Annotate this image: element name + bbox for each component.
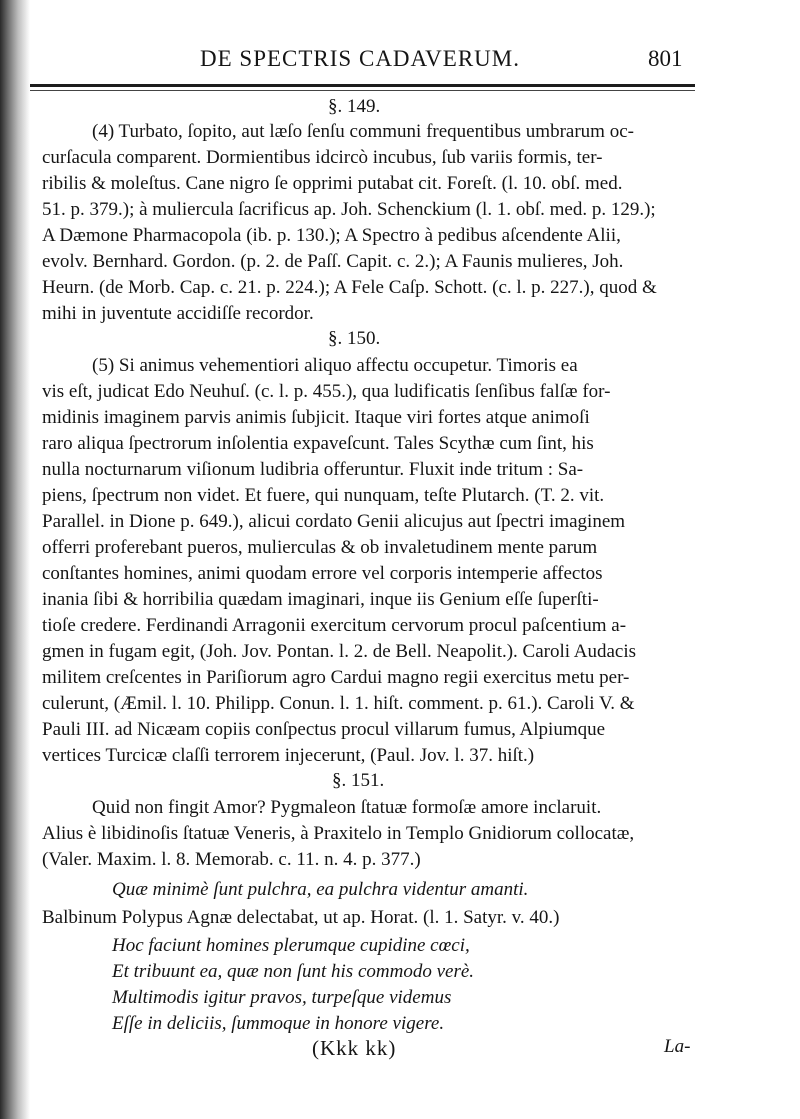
section-number-151: §. 151. xyxy=(332,770,385,791)
text-line: (4) Turbato, ſopito, aut læſo ſenſu communi frequentibus umbrarum oc- xyxy=(92,121,634,142)
verse-line: Eſſe in deliciis, ſummoque in honore vigere. xyxy=(112,1013,445,1034)
binding-shadow xyxy=(0,0,30,1119)
text-line: militem creſcentes in Pariſiorum agro Cardui magno regii exercitus metu per- xyxy=(42,667,630,688)
verse-line: Quæ minimè ſunt pulchra, ea pulchra videntur amanti. xyxy=(112,879,529,900)
page-number: 801 xyxy=(648,46,683,71)
text-line: conſtantes homines, animi quodam errore vel corporis intemperie affectos xyxy=(42,563,603,584)
text-line: evolv. Bernhard. Gordon. (p. 2. de Paſſ. Capit. c. 2.); A Faunis mulieres, Joh. xyxy=(42,251,624,272)
text-line: midinis imaginem parvis animis ſubjicit. Itaque viri fortes atque animoſi xyxy=(42,407,590,428)
verse-line: Et tribuunt ea, quæ non ſunt his commodo verè. xyxy=(112,961,475,982)
signature-mark: (Kkk kk) xyxy=(312,1036,397,1060)
text-line: Heurn. (de Morb. Cap. c. 21. p. 224.); A Fele Caſp. Schott. (c. l. p. 227.), quod & xyxy=(42,277,657,298)
header-rule-thin xyxy=(30,90,695,91)
text-line: inania ſibi & horribilia quædam imaginari, inque iis Genium eſſe ſuperſti- xyxy=(42,589,599,610)
text-line: tioſe credere. Ferdinandi Arragonii exercitum cervorum procul paſcentium a- xyxy=(42,615,627,636)
text-line: mihi in juventute accidiſſe recordor. xyxy=(42,303,314,324)
section-number-150: §. 150. xyxy=(328,328,381,349)
verse-line: Multimodis igitur pravos, turpeſque videmus xyxy=(112,987,452,1008)
text-line: vertices Turcicæ claſſi terrorem injecerunt, (Paul. Jov. l. 37. hiſt.) xyxy=(42,745,535,766)
text-line: Alius è libidinoſis ſtatuæ Veneris, à Praxitelo in Templo Gnidiorum collocatæ, xyxy=(42,823,635,844)
text-line: offerri proferebant pueros, mulierculas & ob invaletudinem mente parum xyxy=(42,537,598,558)
running-title: DE SPECTRIS CADAVERUM. xyxy=(200,46,520,71)
text-line: gmen in fugam egit, (Joh. Jov. Pontan. l. 2. de Bell. Neapolit.). Caroli Audacis xyxy=(42,641,637,662)
text-line: nulla nocturnarum viſionum ludibria offeruntur. Fluxit inde tritum : Sa- xyxy=(42,459,584,480)
text-line: ribilis & moleſtus. Cane nigro ſe opprimi putabat cit. Foreſt. (l. 10. obſ. med. xyxy=(42,173,623,194)
text-line: (5) Si animus vehementiori aliquo affectu occupetur. Timoris ea xyxy=(92,355,578,376)
text-line: raro aliqua ſpectrorum inſolentia expaveſcunt. Tales Scythæ cum ſint, his xyxy=(42,433,594,454)
text-line: Parallel. in Dione p. 649.), alicui cordato Genii alicujus aut ſpectri imaginem xyxy=(42,511,626,532)
text-line: A Dæmone Pharmacopola (ib. p. 130.); A Spectro à pedibus aſcendente Alii, xyxy=(42,225,621,246)
text-line: culerunt, (Æmil. l. 10. Philipp. Conun. l. 1. hiſt. comment. p. 61.). Caroli V. & xyxy=(42,693,635,714)
text-line: (Valer. Maxim. l. 8. Memorab. c. 11. n. 4. p. 377.) xyxy=(42,849,421,870)
text-line: piens, ſpectrum non videt. Et fuere, qui nunquam, teſte Plutarch. (T. 2. vit. xyxy=(42,485,605,506)
text-line: vis eſt, judicat Edo Neuhuſ. (c. l. p. 455.), qua ludificatis ſenſibus falſæ for- xyxy=(42,381,611,402)
header-rule xyxy=(30,84,695,87)
text-line: Pauli III. ad Nicæam copiis conſpectus procul villarum fumus, Alpiumque xyxy=(42,719,606,740)
text-line: curſacula comparent. Dormientibus idcircò incubus, ſub variis formis, ter- xyxy=(42,147,603,168)
catchword: La- xyxy=(664,1036,691,1057)
verse-line: Hoc faciunt homines plerumque cupidine cœci, xyxy=(112,935,470,956)
text-line: Quid non fingit Amor? Pygmaleon ſtatuæ formoſæ amore inclaruit. xyxy=(92,797,602,818)
text-line: Balbinum Polypus Agnæ delectabat, ut ap. Horat. (l. 1. Satyr. v. 40.) xyxy=(42,907,560,928)
section-number-149: §. 149. xyxy=(328,96,381,117)
text-line: 51. p. 379.); à muliercula ſacrificus ap. Joh. Schenckium (l. 1. obſ. med. p. 129.); xyxy=(42,199,656,220)
